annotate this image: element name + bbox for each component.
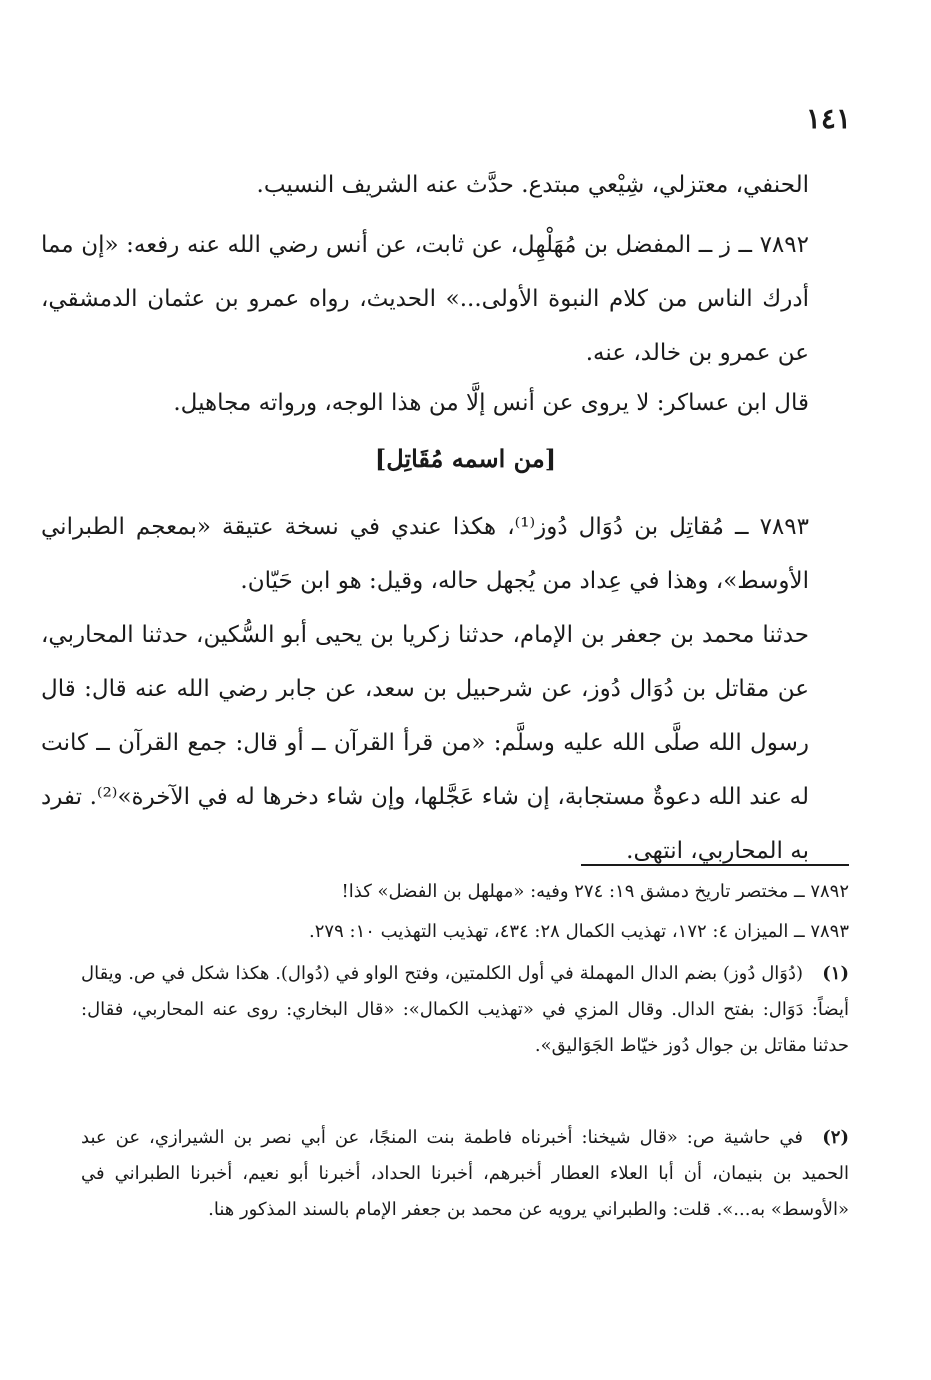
footnote-source-7892: ٧٨٩٢ ــ مختصر تاريخ دمشق ١٩: ٢٧٤ وفيه: «مهلهل بن الفضل» كذا!	[341, 881, 849, 902]
footnote-2	[81, 1120, 849, 1228]
section-heading: [من اسمه مُقَاتِل]	[374, 444, 557, 473]
footnote-1	[81, 956, 849, 1064]
footnote-1-text: (دُوَال دُوز) بضم الدال المهملة في أول الكلمتين، وفتح الواو في (دُوال). هكذا شكل في ص. ويقال أيضاً: دَوَال: بفتح الدال. وقال المزي في «تهذيب الكمال»: «قال البخاري: روى عنه المحاربي، فقال: حدثنا مقاتل بن جوال دُوز خيّاط الجَوَاليق».	[81, 963, 850, 1056]
entry-7893: ٧٨٩٣ ــ مُقاتِل بن دُوَال دُوز⁽¹⁾، هكذا عندي في نسخة عتيقة «بمعجم الطبراني الأوسط»، وهذا في عِداد من يُجهل حاله، وقيل: هو ابن حَيّان.	[41, 514, 809, 594]
footnote-2-text: في حاشية ص: «قال شيخنا: أخبرناه فاطمة بنت المنجًا، عن أبي نصر بن الشيرازي، عن عبد الحميد بن بنيمان، أن أبا العلاء العطار أخبرهم، أخبرنا الحداد، أخبرنا أبو نعيم، أخبرنا الطبراني في «الأوسط» به...». قلت: والطبراني يرويه عن محمد بن جعفر الإمام بالسند المذكور هنا.	[81, 1127, 849, 1220]
footnote-divider	[581, 864, 849, 866]
paragraph-continuation: الحنفي، معتزلي، شِيْعي مبتدع. حدَّث عنه الشريف النسيب.	[256, 172, 809, 198]
entry-7892: ٧٨٩٢ ــ ز ــ المفضل بن مُهَلْهِل، عن ثابت، عن أنس رضي الله عنه رفعه: «إن مما أدرك الناس من كلام النبوة الأولى...» الحديث، رواه عمرو بن عثمان الدمشقي، عن عمرو بن خالد، عنه.	[41, 232, 809, 366]
hadith-narration: حدثنا محمد بن جعفر بن الإمام، حدثنا زكريا بن يحيى أبو السُّكين، حدثنا المحاربي، عن مقاتل بن دُوَال دُوز، عن شرحبيل بن سعد، عن جابر رضي الله عنه قال: قال رسول الله صلَّى الله عليه وسلَّم: «من قرأ القرآن ــ أو قال: جمع القرآن ــ كانت له عند الله دعوةٌ مستجابة، إن شاء عَجَّلها، وإن شاء دخرها له في الآخرة»⁽²⁾. تفرد به المحاربي، انتهى.	[41, 622, 810, 864]
page-number: ١٤١	[805, 102, 851, 135]
footnote-source-7893: ٧٨٩٣ ــ الميزان ٤: ١٧٢، تهذيب الكمال ٢٨: ٤٣٤، تهذيب التهذيب ١٠: ٢٧٩.	[309, 921, 849, 942]
footnote-1-number: (١)	[822, 963, 849, 984]
footnote-2-number: (٢)	[822, 1127, 849, 1148]
ibn-asakir-remark: قال ابن عساكر: لا يروى عن أنس إلَّا من هذا الوجه، ورواته مجاهيل.	[173, 390, 809, 416]
